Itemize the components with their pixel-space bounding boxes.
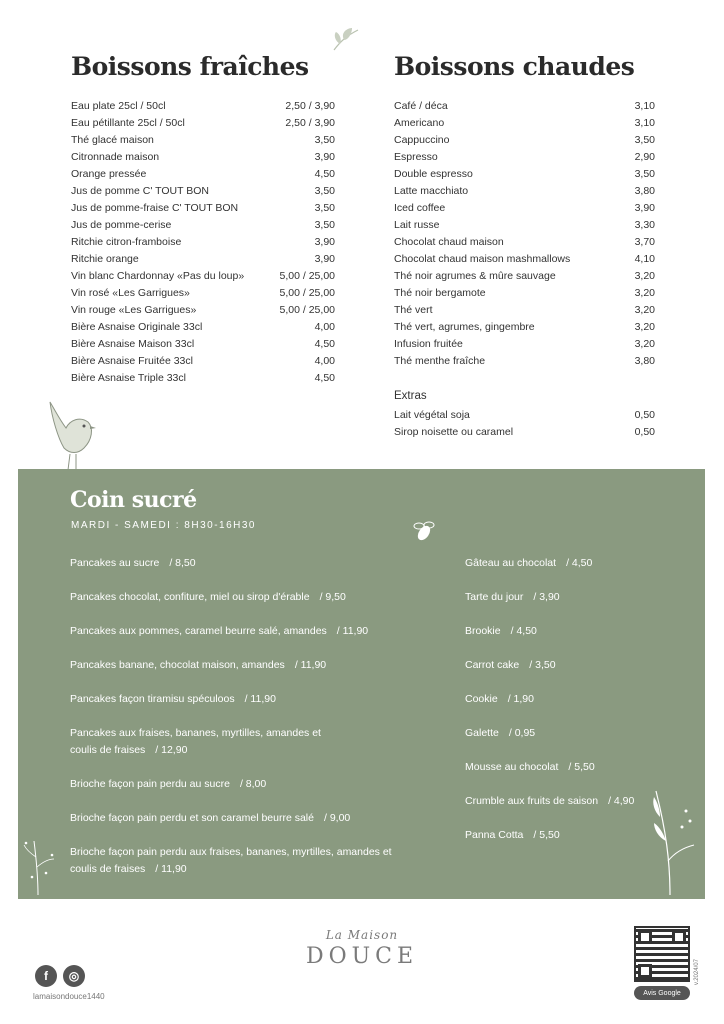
item-price: 2,50 / 3,90 bbox=[285, 117, 335, 129]
item-name: Latte macchiato bbox=[394, 185, 469, 197]
item-name: Thé noir agrumes & mûre sauvage bbox=[394, 270, 556, 282]
item-price: 3,50 bbox=[314, 134, 335, 146]
item-name: Bière Asnaise Maison 33cl bbox=[71, 338, 195, 350]
cold-drinks-title: Boissons fraîches bbox=[71, 52, 309, 81]
item-name: Galette bbox=[465, 727, 499, 739]
item-price: 3,90 bbox=[314, 236, 335, 248]
item-price: 4,10 bbox=[634, 253, 655, 265]
item-price: 3,50 bbox=[634, 168, 655, 180]
item-price: 3,50 bbox=[314, 219, 335, 231]
item-name: Vin rouge «Les Garrigues» bbox=[71, 304, 197, 316]
item-name: Bière Asnaise Fruitée 33cl bbox=[71, 355, 193, 367]
menu-item bbox=[394, 166, 655, 183]
item-price: 2,50 / 3,90 bbox=[285, 100, 335, 112]
sweet-item bbox=[465, 827, 665, 861]
item-name: Brioche façon pain perdu et son caramel beurre salé bbox=[70, 812, 314, 824]
extras-title: Extras bbox=[394, 390, 427, 402]
item-price: / 4,50 bbox=[510, 625, 537, 637]
menu-item bbox=[71, 183, 335, 200]
item-name: Jus de pomme C' TOUT BON bbox=[71, 185, 209, 197]
item-price: 3,20 bbox=[634, 304, 655, 316]
menu-item bbox=[71, 166, 335, 183]
item-name: Tarte du jour bbox=[465, 591, 524, 603]
item-name: Eau pétillante 25cl / 50cl bbox=[71, 117, 185, 129]
menu-item bbox=[394, 407, 655, 424]
item-price: / 5,50 bbox=[568, 761, 595, 773]
menu-item bbox=[394, 424, 655, 441]
sweet-item bbox=[70, 555, 430, 589]
item-name: Orange pressée bbox=[71, 168, 147, 180]
menu-item bbox=[71, 217, 335, 234]
item-name: Panna Cotta bbox=[465, 829, 524, 841]
item-name: Carrot cake bbox=[465, 659, 520, 671]
item-name: Thé menthe fraîche bbox=[394, 355, 486, 367]
menu-item bbox=[71, 149, 335, 166]
brand-logo bbox=[300, 928, 424, 969]
menu-item bbox=[394, 302, 655, 319]
menu-item bbox=[394, 200, 655, 217]
item-price: / 8,00 bbox=[239, 778, 267, 790]
sweet-item bbox=[70, 623, 430, 657]
item-name: Cookie bbox=[465, 693, 498, 705]
item-price: 5,00 / 25,00 bbox=[279, 270, 335, 282]
item-name: Brookie bbox=[465, 625, 501, 637]
sweet-item bbox=[70, 810, 430, 844]
social-handle: lamaisondouce1440 bbox=[33, 992, 105, 1001]
sweet-item bbox=[465, 725, 665, 759]
sweet-corner-title: Coin sucré bbox=[70, 487, 197, 513]
item-name: Jus de pomme-cerise bbox=[71, 219, 172, 231]
item-name: Bière Asnaise Originale 33cl bbox=[71, 321, 203, 333]
bee-icon bbox=[410, 517, 438, 545]
sweet-item bbox=[465, 657, 665, 691]
menu-item bbox=[394, 132, 655, 149]
item-name-cont: coulis de fraises bbox=[70, 863, 146, 875]
menu-item bbox=[71, 336, 335, 353]
item-price: 5,00 / 25,00 bbox=[279, 287, 335, 299]
item-name: Cappuccino bbox=[394, 134, 450, 146]
menu-item bbox=[71, 302, 335, 319]
item-price: / 3,90 bbox=[533, 591, 560, 603]
item-price: / 5,50 bbox=[533, 829, 560, 841]
sweet-left-list bbox=[70, 555, 430, 895]
menu-item bbox=[71, 200, 335, 217]
item-price: 3,90 bbox=[634, 202, 655, 214]
item-name: Espresso bbox=[394, 151, 438, 163]
menu-item bbox=[394, 115, 655, 132]
item-name: Vin blanc Chardonnay «Pas du loup» bbox=[71, 270, 245, 282]
sweet-item bbox=[465, 691, 665, 725]
item-price: 3,50 bbox=[314, 202, 335, 214]
sweet-item bbox=[70, 844, 430, 895]
item-name: Pancakes chocolat, confiture, miel ou sirop d'érable bbox=[70, 591, 310, 603]
item-price: / 11,90 bbox=[294, 659, 327, 671]
sweet-item bbox=[465, 759, 665, 793]
cold-drinks-list bbox=[71, 98, 335, 387]
version-date: v.2024/07 bbox=[694, 959, 700, 985]
qr-code-icon[interactable] bbox=[634, 926, 690, 982]
sweet-item bbox=[70, 725, 430, 776]
sweet-item bbox=[465, 555, 665, 589]
sweet-item bbox=[465, 589, 665, 623]
item-price: 4,50 bbox=[314, 168, 335, 180]
menu-item bbox=[394, 268, 655, 285]
item-price: 3,30 bbox=[634, 219, 655, 231]
branch-icon bbox=[22, 837, 56, 897]
item-name: Pancakes banane, chocolat maison, amandes bbox=[70, 659, 285, 671]
menu-item bbox=[394, 336, 655, 353]
hot-drinks-title: Boissons chaudes bbox=[394, 52, 635, 81]
item-name: Pancakes au sucre bbox=[70, 557, 160, 569]
menu-item bbox=[394, 285, 655, 302]
item-price: 4,00 bbox=[314, 355, 335, 367]
item-name: Chocolat chaud maison mashmallows bbox=[394, 253, 571, 265]
item-name: Citronnade maison bbox=[71, 151, 160, 163]
item-price: / 9,00 bbox=[323, 812, 351, 824]
item-name: Pancakes façon tiramisu spéculoos bbox=[70, 693, 235, 705]
menu-item bbox=[71, 132, 335, 149]
menu-item bbox=[394, 98, 655, 115]
item-name: Mousse au chocolat bbox=[465, 761, 559, 773]
item-price: 3,90 bbox=[314, 151, 335, 163]
sweet-item bbox=[70, 589, 430, 623]
item-name: Ritchie citron-framboise bbox=[71, 236, 182, 248]
item-price: 4,50 bbox=[314, 372, 335, 384]
item-price: 3,70 bbox=[634, 236, 655, 248]
hot-drinks-list bbox=[394, 98, 655, 370]
instagram-icon[interactable]: ◎ bbox=[63, 965, 85, 987]
google-review-badge[interactable]: Avis Google bbox=[634, 986, 690, 1000]
logo-script: La Maison bbox=[325, 928, 399, 942]
item-name: Chocolat chaud maison bbox=[394, 236, 504, 248]
menu-item bbox=[394, 353, 655, 370]
item-name: Bière Asnaise Triple 33cl bbox=[71, 372, 186, 384]
opening-hours: MARDI - SAMEDI : 8H30-16H30 bbox=[71, 520, 256, 531]
item-name: Ritchie orange bbox=[71, 253, 139, 265]
item-price: 2,90 bbox=[634, 151, 655, 163]
item-price: / 0,95 bbox=[508, 727, 536, 739]
sweet-item bbox=[70, 657, 430, 691]
sweet-item bbox=[70, 776, 430, 810]
item-name: Gâteau au chocolat bbox=[465, 557, 557, 569]
extras-list bbox=[394, 407, 655, 441]
menu-item bbox=[71, 285, 335, 302]
leaf-icon bbox=[330, 26, 362, 54]
item-name: Thé noir bergamote bbox=[394, 287, 486, 299]
item-name: Thé glacé maison bbox=[71, 134, 154, 146]
menu-item bbox=[71, 234, 335, 251]
item-price: / 8,50 bbox=[169, 557, 196, 569]
menu-item bbox=[71, 268, 335, 285]
sweet-item bbox=[70, 691, 430, 725]
item-name: Iced coffee bbox=[394, 202, 446, 214]
item-price: 0,50 bbox=[634, 426, 655, 438]
item-price: / 1,90 bbox=[507, 693, 534, 705]
item-price: 3,20 bbox=[634, 321, 655, 333]
item-price: 3,90 bbox=[314, 253, 335, 265]
item-name: Brioche façon pain perdu aux fraises, bananes, myrtilles, amandes et bbox=[70, 846, 392, 858]
item-price: / 3,50 bbox=[529, 659, 556, 671]
item-name: Americano bbox=[394, 117, 445, 129]
item-price: 0,50 bbox=[634, 409, 655, 421]
menu-item bbox=[394, 234, 655, 251]
item-price: 4,00 bbox=[314, 321, 335, 333]
item-name: Café / déca bbox=[394, 100, 448, 112]
sweet-item bbox=[465, 623, 665, 657]
item-price: 4,50 bbox=[314, 338, 335, 350]
menu-item bbox=[71, 370, 335, 387]
item-price: / 11,90 bbox=[244, 693, 276, 705]
item-name: Pancakes aux fraises, bananes, myrtilles, amandes et bbox=[70, 727, 321, 739]
item-price: 5,00 / 25,00 bbox=[279, 304, 335, 316]
item-name-cont: coulis de fraises bbox=[70, 744, 146, 756]
item-name: Jus de pomme-fraise C' TOUT BON bbox=[71, 202, 239, 214]
item-price: 3,10 bbox=[634, 117, 655, 129]
item-name: Crumble aux fruits de saison bbox=[465, 795, 599, 807]
item-price: / 11,90 bbox=[155, 863, 187, 875]
menu-item bbox=[71, 98, 335, 115]
menu-item bbox=[394, 319, 655, 336]
item-price: / 11,90 bbox=[336, 625, 369, 637]
menu-item bbox=[394, 251, 655, 268]
item-name: Pancakes aux pommes, caramel beurre salé, amandes bbox=[70, 625, 327, 637]
logo-main: DOUCE bbox=[305, 944, 419, 969]
menu-item bbox=[394, 183, 655, 200]
menu-item bbox=[71, 115, 335, 132]
item-name: Eau plate 25cl / 50cl bbox=[71, 100, 166, 112]
item-price: 3,20 bbox=[634, 270, 655, 282]
item-price: / 12,90 bbox=[155, 744, 188, 756]
item-price: 3,20 bbox=[634, 287, 655, 299]
branch-icon bbox=[646, 781, 698, 897]
item-price: / 4,90 bbox=[608, 795, 635, 807]
menu-item bbox=[71, 251, 335, 268]
bird-icon bbox=[44, 398, 98, 472]
sweet-item bbox=[465, 793, 665, 827]
menu-item bbox=[394, 217, 655, 234]
item-name: Sirop noisette ou caramel bbox=[394, 426, 514, 438]
item-name: Thé vert bbox=[394, 304, 433, 316]
menu-item bbox=[394, 149, 655, 166]
item-name: Thé vert, agrumes, gingembre bbox=[394, 321, 535, 333]
item-name: Vin rosé «Les Garrigues» bbox=[71, 287, 190, 299]
facebook-icon[interactable]: f bbox=[35, 965, 57, 987]
item-name: Lait végétal soja bbox=[394, 409, 470, 421]
menu-item bbox=[71, 319, 335, 336]
item-price: 3,10 bbox=[634, 100, 655, 112]
item-name: Infusion fruitée bbox=[394, 338, 463, 350]
sweet-right-list bbox=[465, 555, 665, 861]
item-price: 3,50 bbox=[634, 134, 655, 146]
sweet-corner-panel bbox=[18, 469, 705, 899]
item-name: Lait russe bbox=[394, 219, 440, 231]
item-price: 3,80 bbox=[634, 185, 655, 197]
item-price: 3,80 bbox=[634, 355, 655, 367]
item-price: 3,20 bbox=[634, 338, 655, 350]
menu-item bbox=[71, 353, 335, 370]
item-name: Brioche façon pain perdu au sucre bbox=[70, 778, 230, 790]
item-name: Double espresso bbox=[394, 168, 473, 180]
item-price: / 9,50 bbox=[319, 591, 346, 603]
item-price: / 4,50 bbox=[566, 557, 593, 569]
item-price: 3,50 bbox=[314, 185, 335, 197]
